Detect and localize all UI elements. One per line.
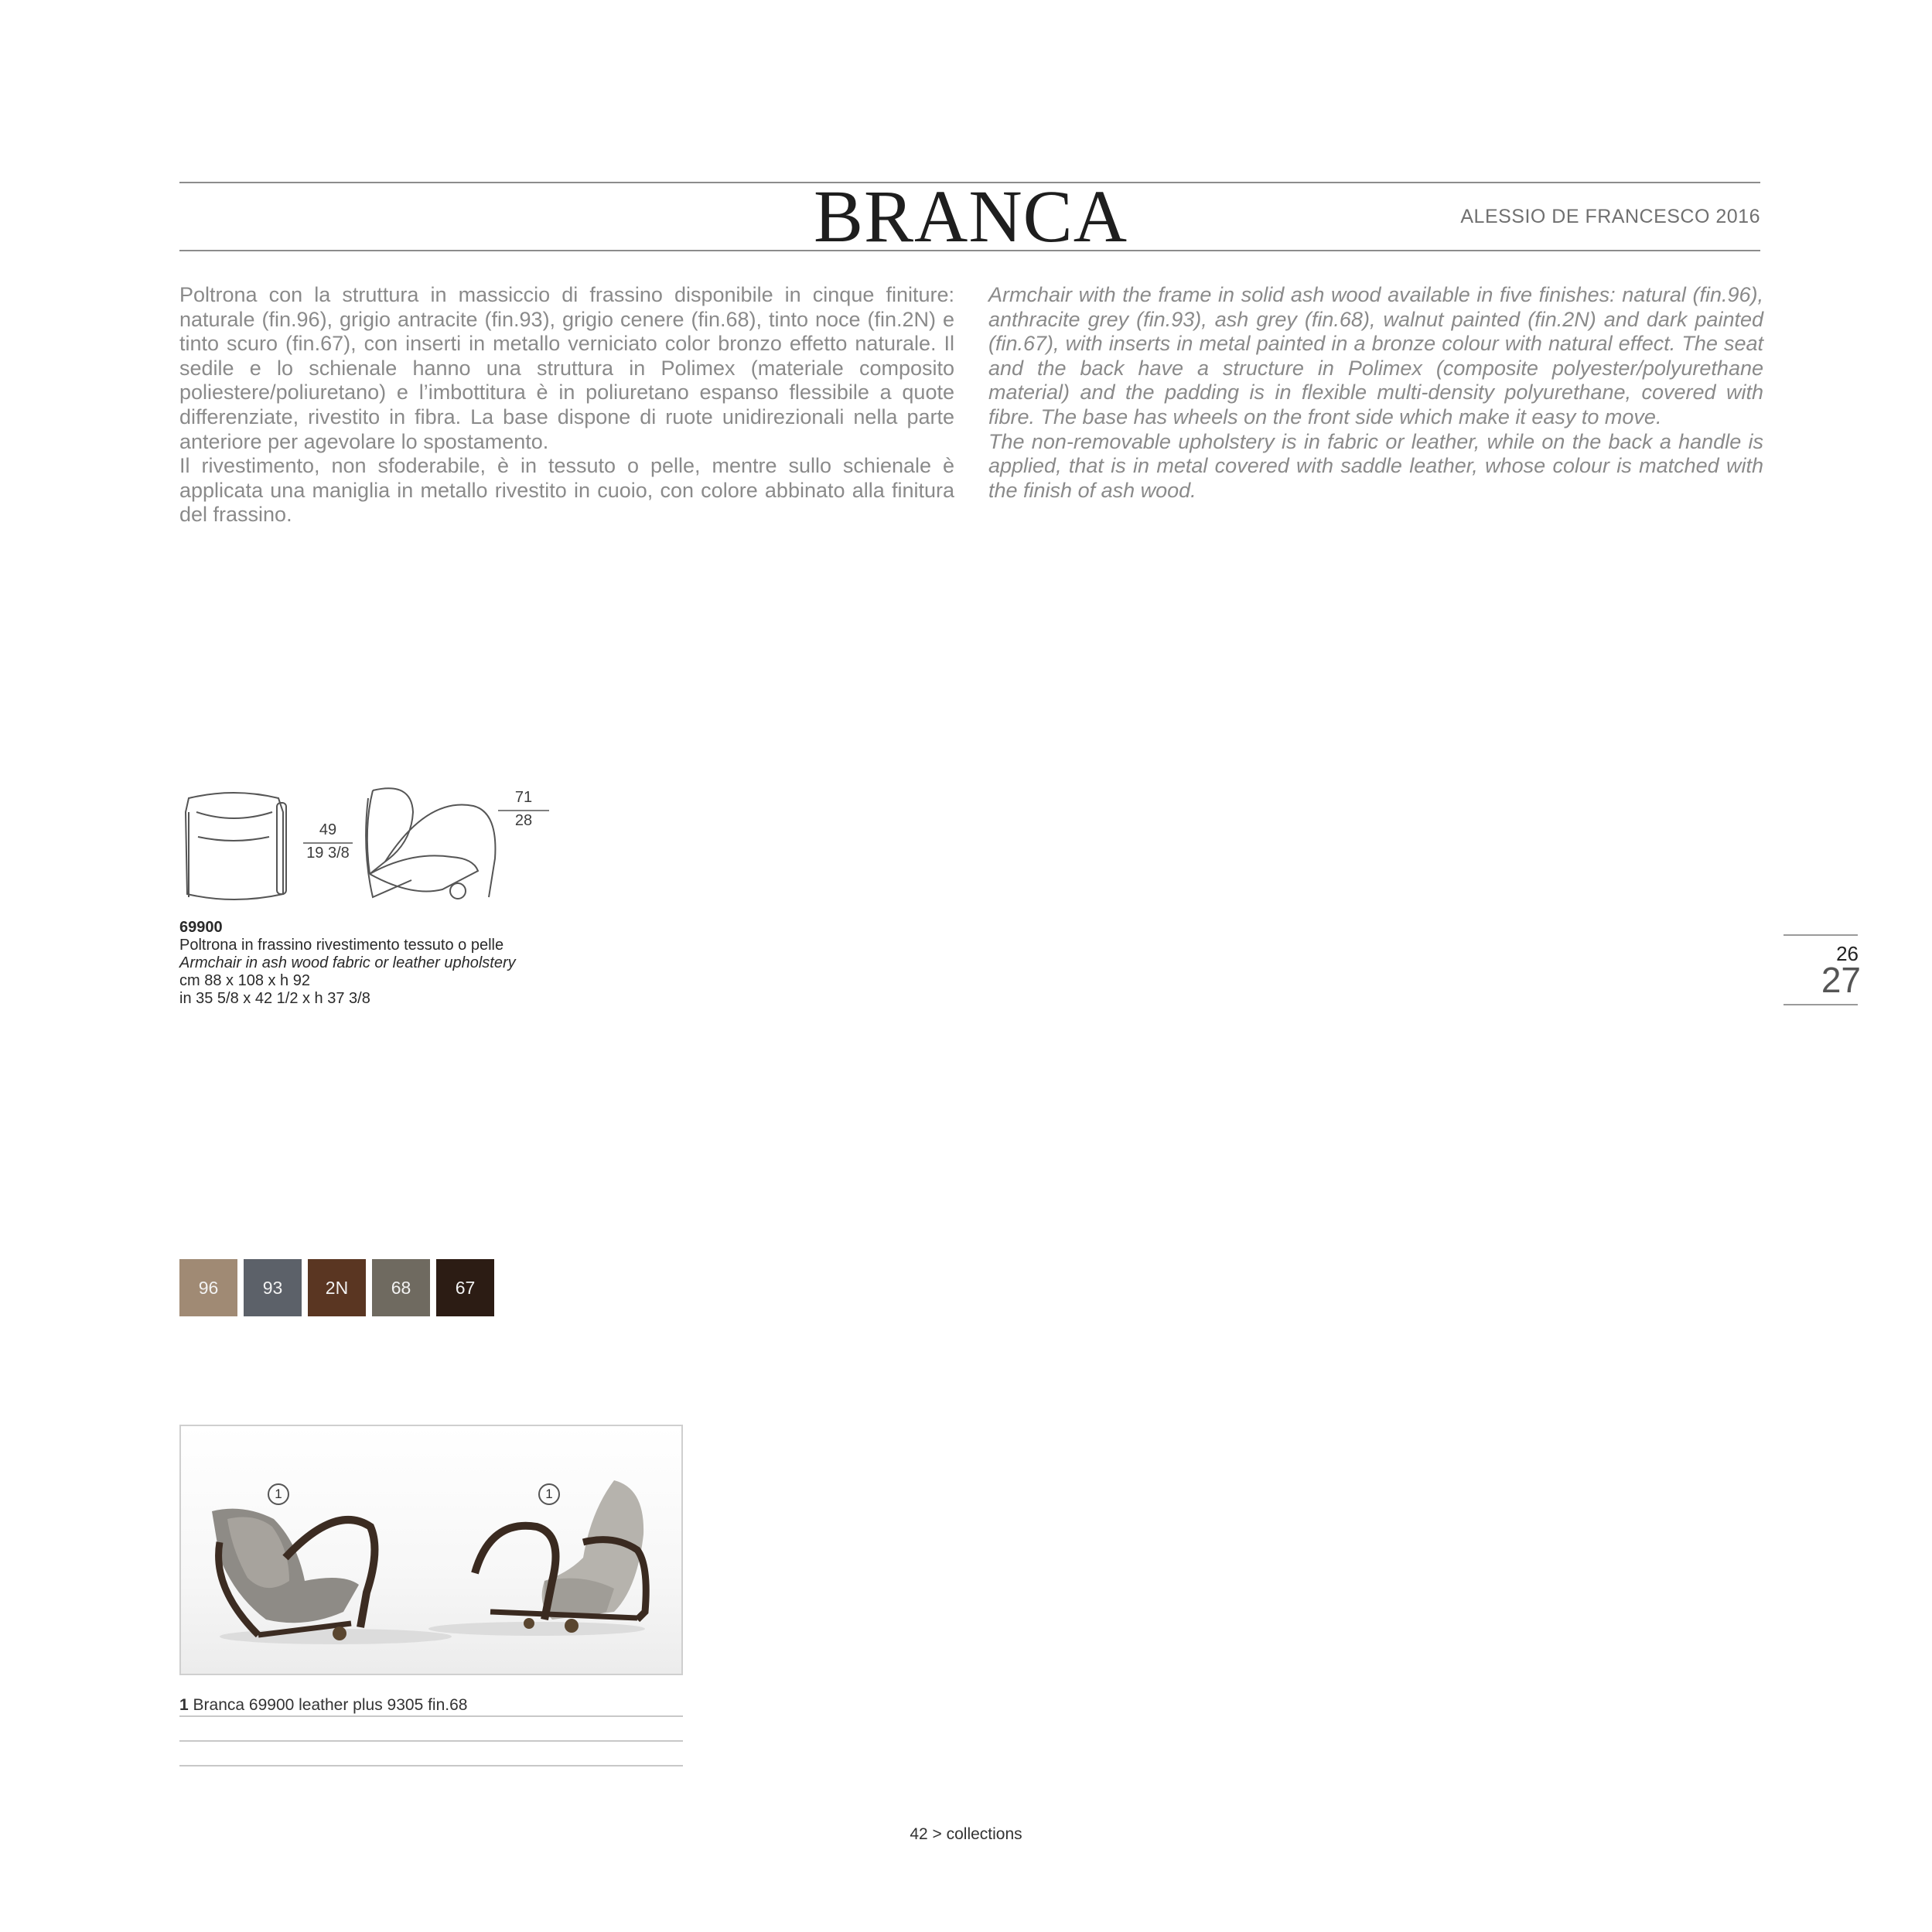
finish-swatch-96 — [179, 1259, 237, 1316]
finish-swatch-label: 96 — [198, 1278, 219, 1298]
product-size-cm: cm 88 x 108 x h 92 — [179, 972, 310, 989]
finish-swatch-93 — [244, 1259, 302, 1316]
finish-swatch-67 — [436, 1259, 494, 1316]
armchair-illustration — [181, 1426, 683, 1675]
photo-marker-right: 1 — [538, 1483, 560, 1505]
page-title: BRANCA — [813, 175, 1128, 258]
page-number-top-rule — [1784, 934, 1858, 936]
finish-swatch-label: 68 — [391, 1278, 411, 1298]
photo-marker-left: 1 — [268, 1483, 289, 1505]
description-english-p2: The non-removable upholstery is in fabric or leather, while on the back a handle is applied, that is in metal covered with saddle leather, whose colour is matched with the finish of ash wood. — [988, 429, 1763, 502]
product-spec — [179, 919, 516, 1008]
page-footer: 42 > collections — [910, 1825, 1022, 1843]
side-view-drawing — [366, 788, 495, 899]
caption-rule-1 — [179, 1715, 683, 1717]
page-number-left: 26 — [1836, 942, 1859, 965]
front-view-drawing — [186, 793, 286, 899]
caption-text: Branca 69900 leather plus 9305 fin.68 — [193, 1696, 468, 1714]
description-english-p1: Armchair with the frame in solid ash wood available in five finishes: natural (fin.96), anthracite grey (fin.93), ash grey (fin.68), walnut painted (fin.2N) and dark painted (fin.67), with inserts in metal painted in a bronze colour with natural effect. The seat and the back have a structure in Polimex (composite polyester/polyurethane material) and the padding is in flexible multi-density polyurethane, covered with fibre. The base has wheels on the front side which make it easy to move. — [988, 283, 1763, 428]
photo-caption — [179, 1696, 467, 1715]
description-italian-p2: Il rivestimento, non sfoderabile, è in tessuto o pelle, mentre sullo schienale è applicata una maniglia in metallo rivestito in cuoio, con colore abbinato alla finitura del frassino. — [179, 454, 954, 527]
dim-a-top: 49 — [319, 821, 337, 838]
dim-b-top: 71 — [514, 789, 533, 806]
description-english — [988, 283, 1763, 503]
description-italian-p1: Poltrona con la struttura in massiccio di frassino disponibile in cinque finiture: naturale (fin.96), grigio antracite (fin.93), grigio cenere (fin.68), tinto noce (fin.2N) e tinto scuro (fin.67), con inserti in metallo verniciato color bronzo effetto naturale. Il sedile e lo schienale hanno una struttura in Polimex (materiale composito poliestere/poliuretano) e l’imbottitura è in poliuretano espanso flessibile a quote differenziate, rivestito in fibra. La base dispone di ruote unidirezionali nella parte anteriore per agevolare lo spostamento. — [179, 283, 954, 453]
armchair-left-illustration — [212, 1509, 374, 1640]
finish-swatch-label: 67 — [455, 1278, 476, 1298]
page-number-bottom-rule — [1784, 1004, 1858, 1005]
product-code: 69900 — [179, 919, 223, 936]
product-photo — [179, 1425, 683, 1675]
finish-swatch-label: 93 — [262, 1278, 283, 1298]
caption-rule-3 — [179, 1765, 683, 1766]
caption-number: 1 — [179, 1696, 189, 1714]
product-name-italian: Poltrona in frassino rivestimento tessuto o pelle — [179, 937, 504, 954]
finish-swatch-2n — [308, 1259, 366, 1316]
description-italian — [179, 283, 954, 527]
designer-credit: ALESSIO DE FRANCESCO 2016 — [1460, 206, 1760, 227]
product-name-english: Armchair in ash wood fabric or leather upholstery — [179, 954, 516, 971]
product-size-in: in 35 5/8 x 42 1/2 x h 37 3/8 — [179, 990, 370, 1007]
dim-a-bottom: 19 3/8 — [306, 845, 350, 862]
finish-swatch-label: 2N — [325, 1278, 349, 1298]
caption-rule-2 — [179, 1740, 683, 1742]
dim-b-bottom: 28 — [514, 812, 533, 829]
finish-swatch-68 — [372, 1259, 430, 1316]
page-number-right: 27 — [1821, 960, 1861, 1000]
armchair-right-illustration — [475, 1480, 646, 1633]
